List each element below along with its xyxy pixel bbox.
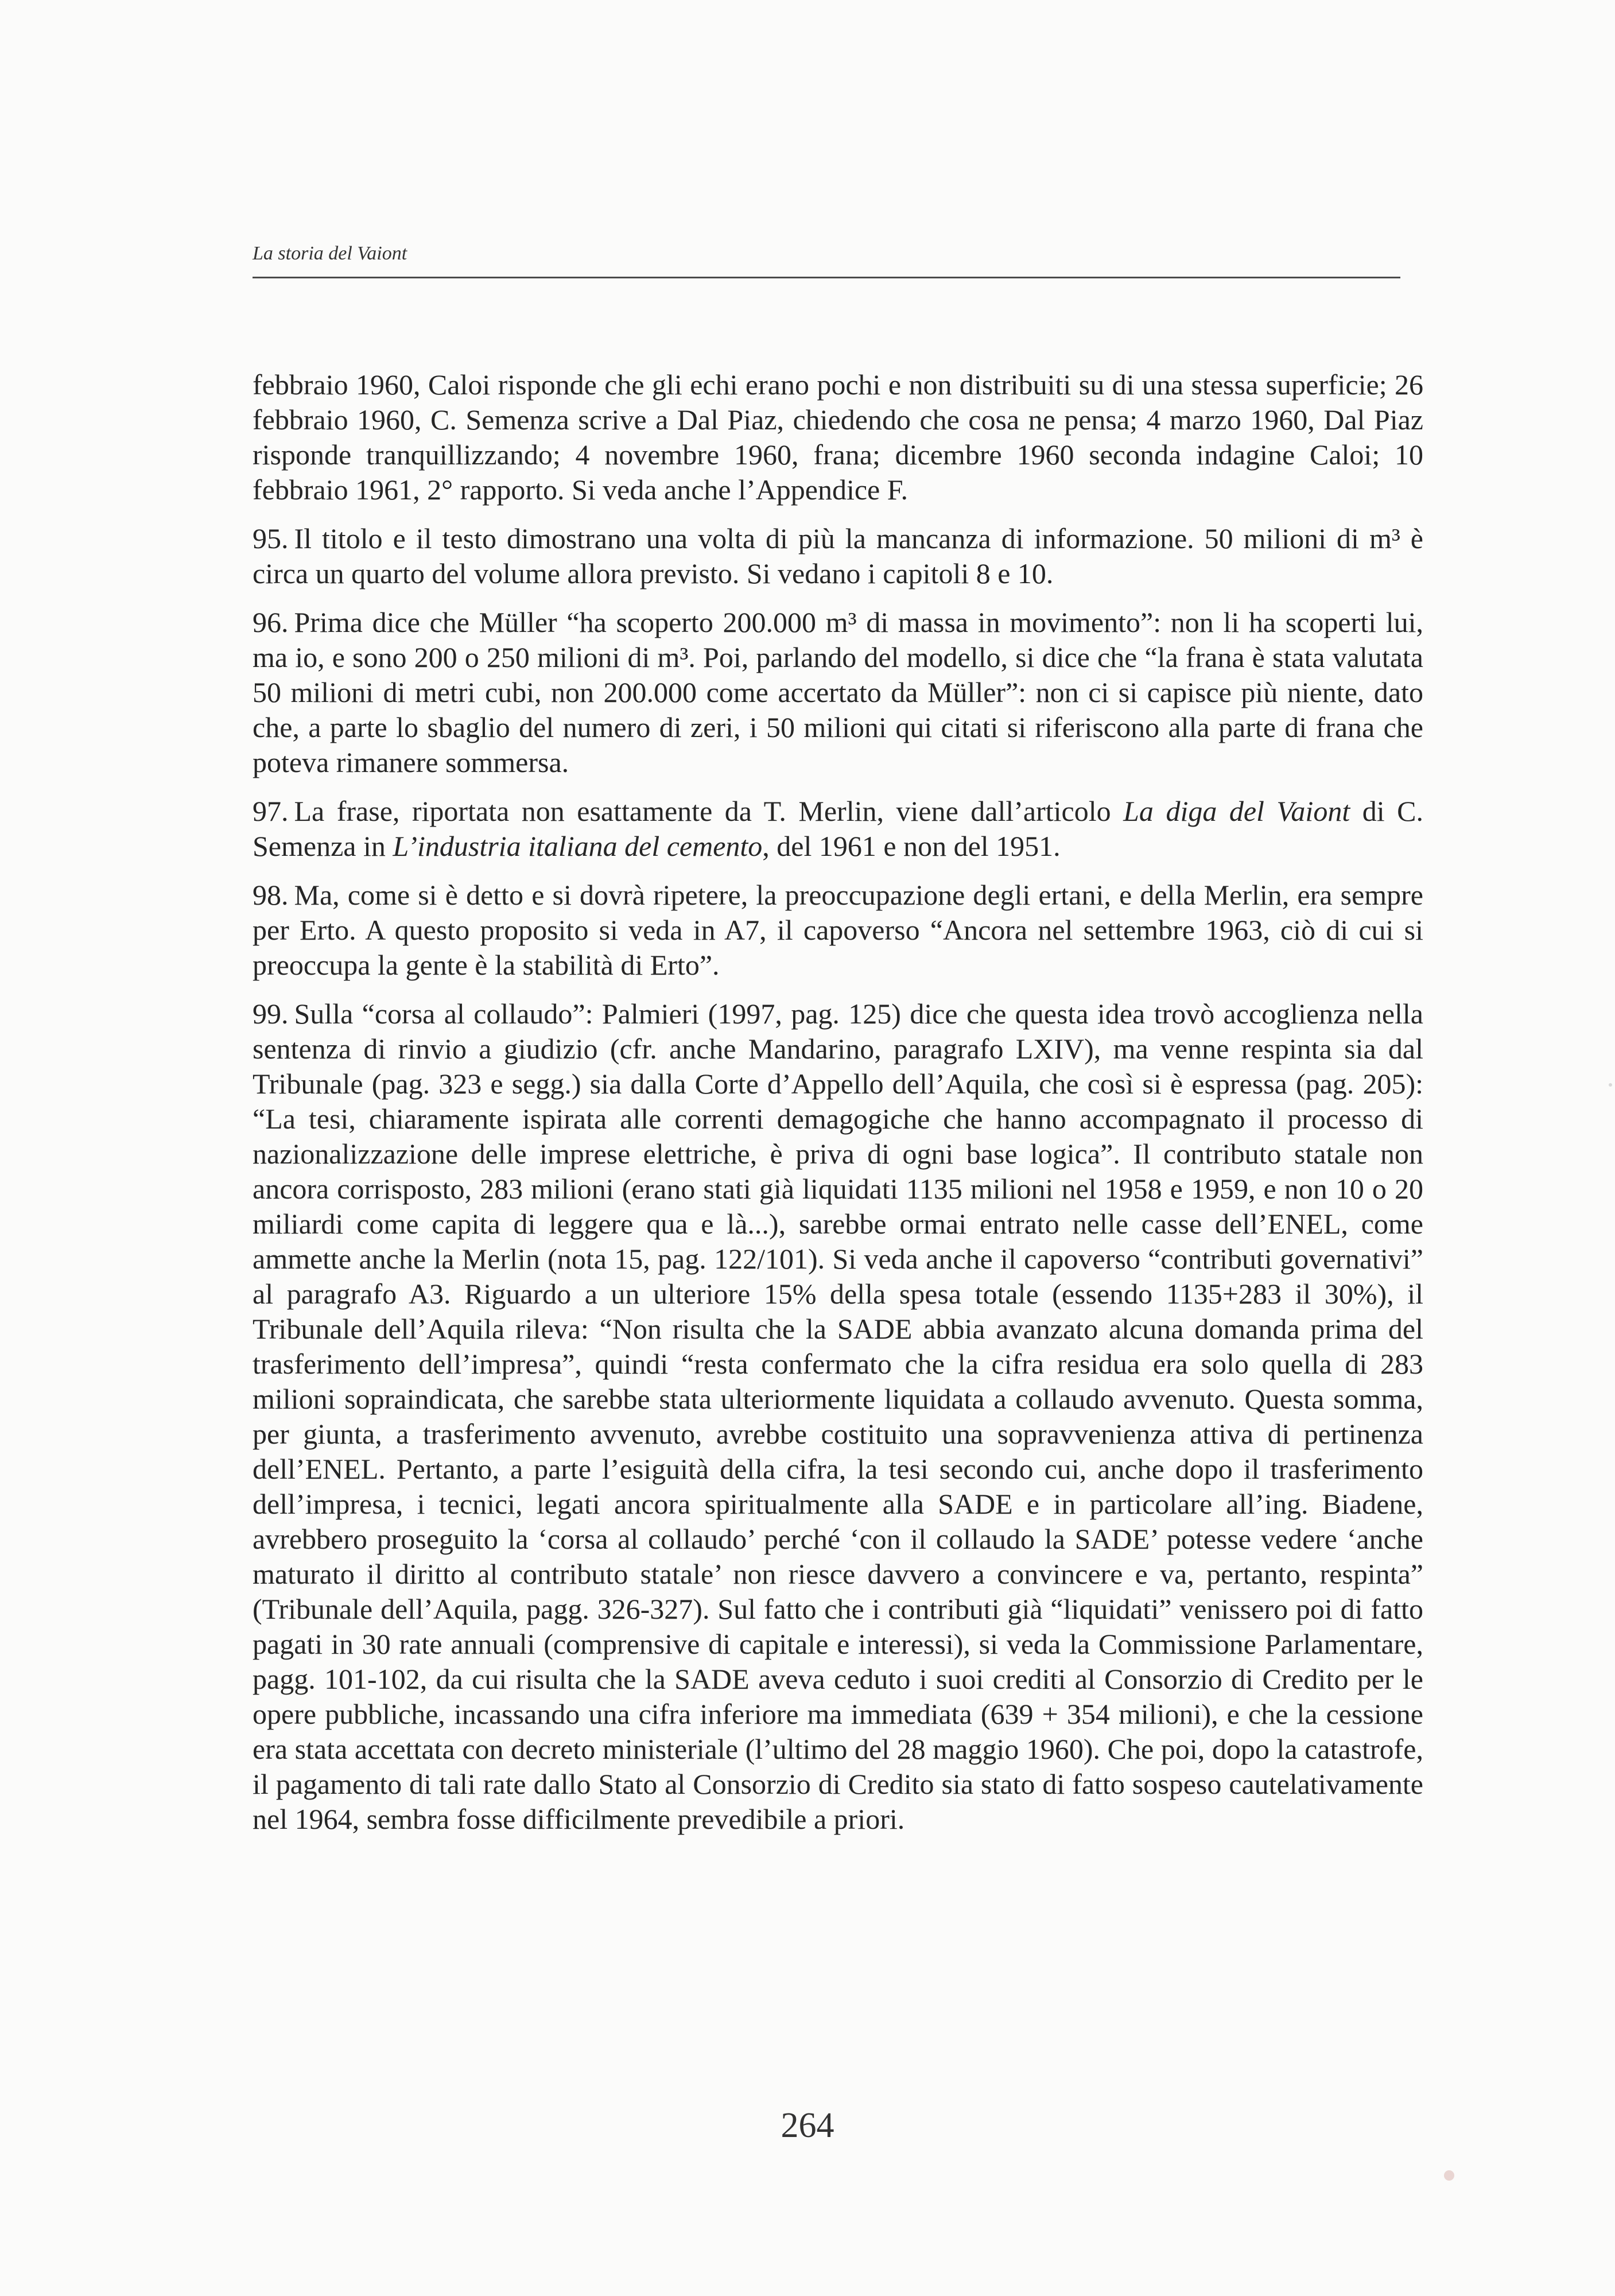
note-number: 95. <box>253 522 289 554</box>
note-text: febbraio 1960, Caloi risponde che gli echi erano pochi e non distribuiti su di una stessa superficie; 26 febbraio 1960, C. Semenza scrive a Dal Piaz, chiedendo che cosa ne pensa; 4 marzo 1960, Dal Piaz risponde tranquillizzando; 4 novembre 1960, frana; dicembre 1960 seconda indagine Caloi; 10 febbraio 1961, 2° rapporto. Si veda anche l’Appendice F. <box>253 369 1423 506</box>
note-number: 96. <box>253 606 289 638</box>
note-text: La frase, riportata non esattamente da T. Merlin, viene dall’articolo <box>294 795 1124 827</box>
note-paragraph <box>253 996 1423 1837</box>
note-number: 98. <box>253 879 289 911</box>
note-text: Sulla “corsa al collaudo”: Palmieri (1997, pag. 125) dice che questa idea trovò accoglienza nella sentenza di rinvio a giudizio (cfr. anche Mandarino, paragrafo LXIV), ma venne respinta sia dal Tribunale (pag. 323 e segg.) sia dalla Corte d’Appello dell’Aquila, che così si è espressa (pag. 205): “La tesi, chiaramente ispirata alle correnti demagogiche che hanno accompagnato il processo di nazionalizzazione delle imprese elettriche, è priva di ogni base logica”. Il contributo statale non ancora corrisposto, 283 milioni (erano stati già liquidati 1135 milioni nel 1958 e 1959, e non 10 o 20 miliardi come capita di leggere qua e là...), sarebbe ormai entrato nelle casse dell’ENEL, come ammette anche la Merlin (nota 15, pag. 122/101). Si veda anche il capoverso “contributi governativi” al paragrafo A3. Riguardo a un ulteriore 15% della spesa totale (essendo 1135+283 il 30%), il Tribunale dell’Aquila rileva: “Non risulta che la SADE abbia avanzato alcuna domanda prima del trasferimento dell’impresa”, quindi “resta confermato che la cifra residua era solo quella di 283 milioni sopraindicata, che sarebbe stata ulteriormente liquidata a collaudo avvenuto. Questa somma, per giunta, a trasferimento avvenuto, avrebbe costituito una sopravvenienza attiva di pertinenza dell’ENEL. Pertanto, a parte l’esiguità della cifra, la tesi secondo cui, anche dopo il trasferimento dell’impresa, i tecnici, legati ancora spiritualmente alla SADE e in particolare all’ing. Biadene, avrebbero proseguito la ‘corsa al collaudo’ perché ‘con il collaudo la SADE’ potesse vedere ‘anche maturato il diritto al contributo statale’ non riesce davvero a convincere e va, pertanto, respinta” (Tribunale dell’Aquila, pagg. 326-327). Sul fatto che i contributi già “liquidati” venissero poi di fatto pagati in 30 rate annuali (comprensive di capitale e interessi), si veda la Commissione Parlamentare, pagg. 101-102, da cui risulta che la SADE aveva ceduto i suoi crediti al Consorzio di Credito per le opere pubbliche, incassando una cifra inferiore ma immediata (639 + 354 milioni), e che la cessione era stata accettata con decreto ministeriale (l’ultimo del 28 maggio 1960). Che poi, dopo la catastrofe, il pagamento di tali rate dallo Stato al Consorzio di Credito sia stato di fatto sospeso cautelativamente nel 1964, sembra fosse difficilmente prevedibile a priori. <box>253 998 1423 1835</box>
scan-speck <box>1609 1083 1612 1087</box>
note-paragraph <box>253 878 1423 983</box>
note-text: Prima dice che Müller “ha scoperto 200.000 m³ di massa in movimento”: non li ha scoperti lui, ma io, e sono 200 o 250 milioni di m³. Poi, parlando del modello, si dice che “la frana è stata valutata 50 milioni di metri cubi, non 200.000 come accertato da Müller”: non ci si capisce più niente, dato che, a parte lo sbaglio del numero di zeri, i 50 milioni qui citati si riferiscono alla parte di frana che poteva rimanere sommersa. <box>253 606 1423 778</box>
cited-title: L’industria italiana del cemento <box>393 830 763 862</box>
note-paragraph <box>253 794 1423 864</box>
note-text: Ma, come si è detto e si dovrà ripetere, la preoccupazione degli ertani, e della Merlin, era sempre per Erto. A questo proposito si veda in A7, il capoverso “Ancora nel settembre 1963, ciò di cui si preoccupa la gente è la stabilità di Erto”. <box>253 879 1423 981</box>
note-paragraph <box>253 367 1423 507</box>
cited-title: La diga del Vaiont <box>1123 795 1350 827</box>
scan-speck <box>1444 2170 1454 2181</box>
running-title: La storia del Vaiont <box>253 243 407 264</box>
note-text: di C. Semenza in <box>253 795 1423 862</box>
note-text: Il titolo e il testo dimostrano una volta di più la mancanza di informazione. 50 milioni di m³ è circa un quarto del volume allora previsto. Si vedano i capitoli 8 e 10. <box>253 522 1423 589</box>
note-paragraph <box>253 605 1423 780</box>
note-number: 99. <box>253 998 289 1030</box>
header-rule <box>253 277 1400 278</box>
note-text: , del 1961 e non del 1951. <box>762 830 1061 862</box>
page-number: 264 <box>781 2106 834 2145</box>
notes-body <box>253 367 1423 1851</box>
note-number: 97. <box>253 795 289 827</box>
note-paragraph <box>253 521 1423 591</box>
